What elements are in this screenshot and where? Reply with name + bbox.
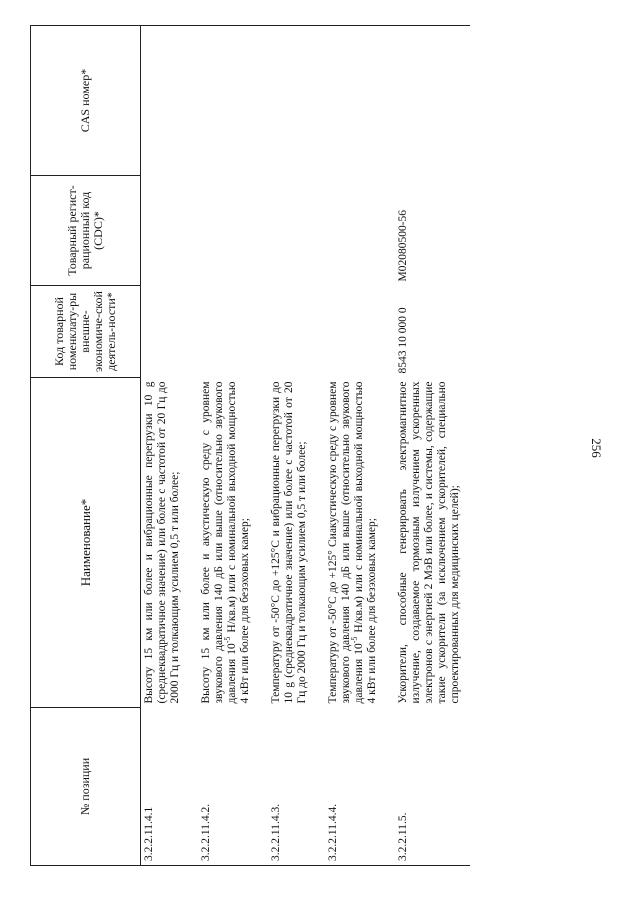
page-number: 256 [589, 438, 604, 458]
row-name: Температуру от -50°C до +125°C и вибрационные перегрузки до 10 g (среднеквадратичное значение) или более с частотой от 20 Гц до 2000 Гц и толкающим усилием 0,5 т или более; [270, 381, 308, 704]
table-row [387, 26, 470, 866]
row-cas [387, 26, 470, 176]
row-cdc [190, 176, 260, 286]
row-cas [317, 26, 387, 176]
table-row [141, 26, 191, 866]
row-name: Высоту 15 км или более и вибрационные перегрузки 10 g (среднеквадратичное значение) или более с частотой от 20 Гц до 2000 Гц и толкающим усилием 0,5 т или более; [143, 381, 181, 704]
regulation-table [30, 25, 470, 866]
header-name: Наименование* [31, 378, 141, 708]
header-cdc: Товарный регист-рационный код (CDC)* [31, 176, 141, 286]
row-name-part: Н/кв.м) или с номинальной выходной мощностью 4 кВт или более для безэховых камер; [353, 381, 378, 704]
table-row [260, 26, 317, 866]
row-hs-code: 8543 10 000 0 [397, 307, 409, 374]
row-position: 3.2.2.11.4.3. [260, 708, 317, 866]
row-cas [260, 26, 317, 176]
row-hs-code [141, 286, 191, 378]
row-position: 3.2.2.11.5. [387, 708, 470, 866]
header-hs-code: Код товарной номенклату-ры внешне-экономиче-ской деятель-ности* [31, 286, 141, 378]
table-header-row [31, 26, 141, 866]
rotated-page [30, 26, 590, 866]
row-position: 3.2.2.11.4.1 [141, 708, 191, 866]
header-cas: CAS номер* [31, 26, 141, 176]
table-row [190, 26, 260, 866]
row-name-exponent: -5 [350, 636, 360, 644]
header-position: № позиции [31, 708, 141, 866]
row-cas [190, 26, 260, 176]
row-name-exponent: -5 [223, 636, 233, 644]
row-hs-code [260, 286, 317, 378]
row-cdc [317, 176, 387, 286]
row-name-part: Высоту 15 км или более и акустическую среду с уровнем звукового давления 140 дБ или выше (относительно звукового давления 10 [200, 381, 238, 704]
row-position: 3.2.2.11.4.2. [190, 708, 260, 866]
row-cdc [141, 176, 191, 286]
table-row [317, 26, 387, 866]
row-name-part: Температуру от -50°C до +125° Сиакустическую среду с уровнем звукового давления 140 дБ или выше (относительно звукового давления 10 [327, 381, 365, 704]
row-cdc: M02080500-56 [397, 209, 409, 282]
row-name: Ускорители, способные генерировать электромагнитное излучение, создаваемое тормозным излучением ускоренных электронов с энергией 2 МэВ или более, и системы, содержащие такие ускорители (за исключением ускорителей, специально спроектированных для медицинских целей); [397, 381, 461, 704]
row-hs-code [317, 286, 387, 378]
row-name [317, 378, 387, 708]
row-name [190, 378, 260, 708]
row-cdc [260, 176, 317, 286]
row-hs-code [190, 286, 260, 378]
row-position: 3.2.2.11.4.4. [317, 708, 387, 866]
row-cas [141, 26, 191, 176]
row-name-part: Н/кв.м) или с номинальной выходной мощностью 4 кВт или более для безэховых камер; [226, 381, 251, 704]
